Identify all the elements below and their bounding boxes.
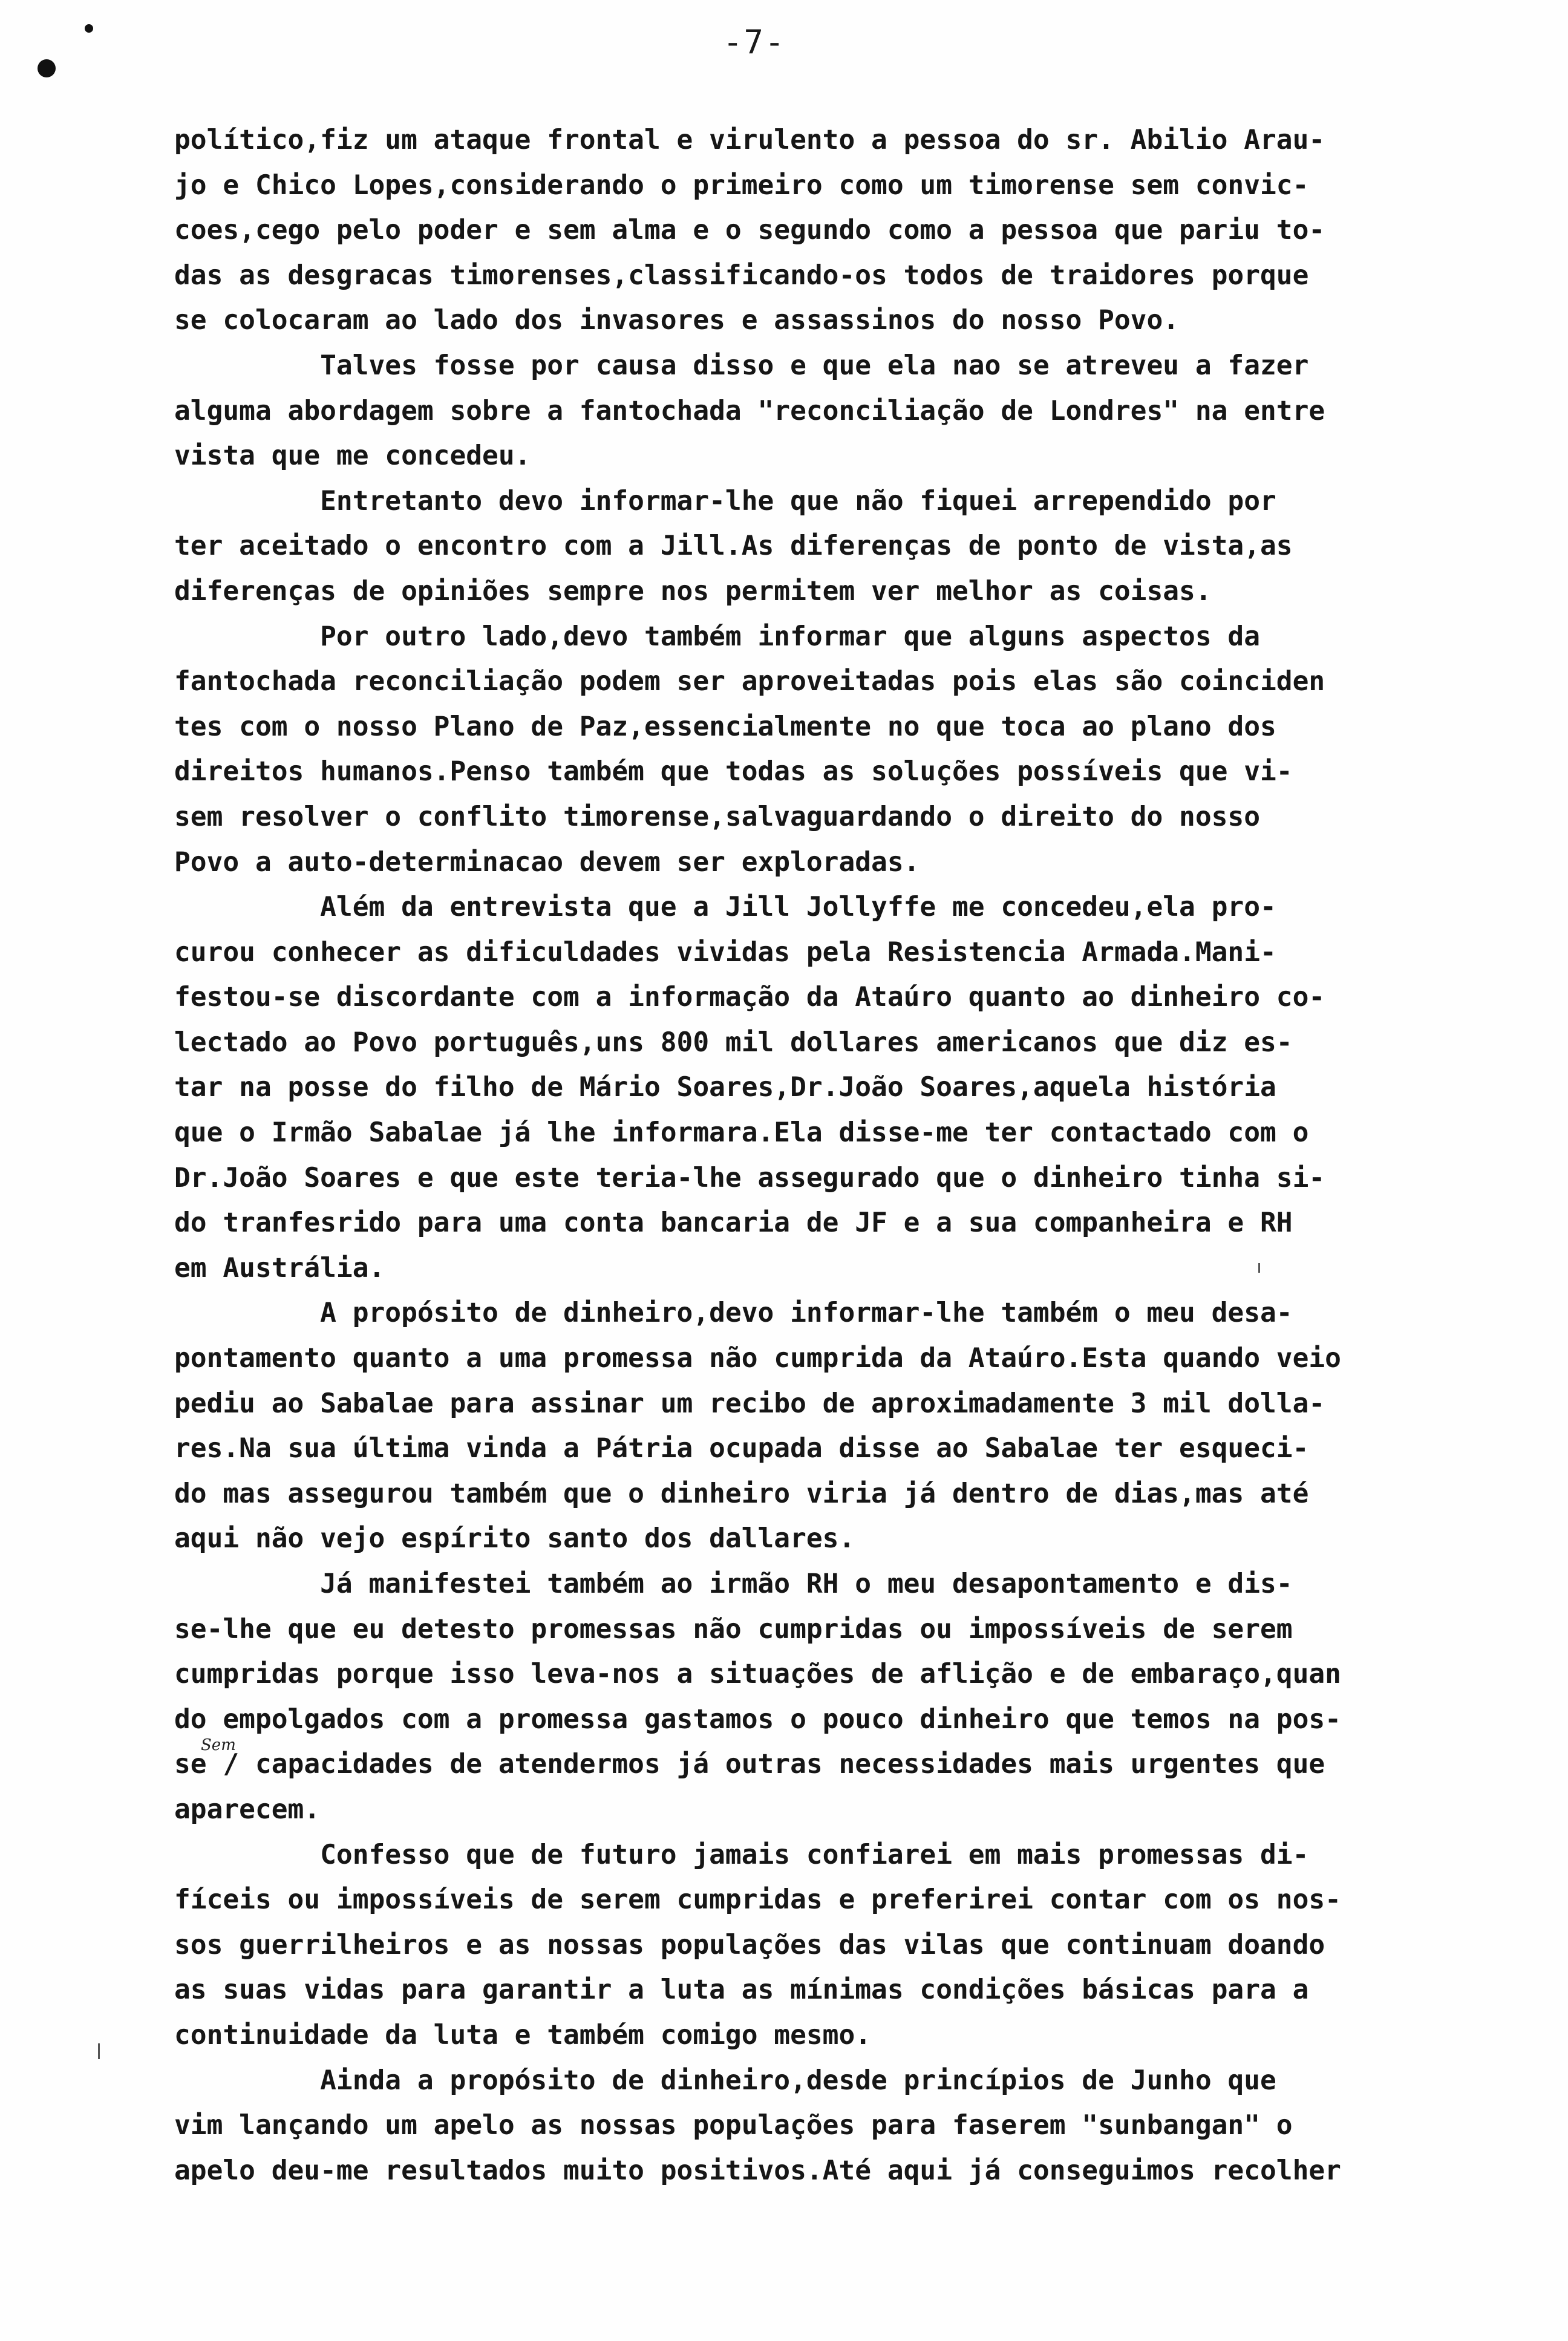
handwritten-note: Sem <box>201 1736 236 1754</box>
typed-letter-body <box>174 118 1481 2193</box>
text-line: curou conhecer as dificuldades vividas pela Resistencia Armada.Mani- <box>174 936 1276 968</box>
text-line: as suas vidas para garantir a luta as mínimas condições básicas para a <box>174 1974 1309 2006</box>
text-line: direitos humanos.Penso também que todas as soluções possíveis que vi- <box>174 756 1293 788</box>
punch-hole-small <box>85 24 93 33</box>
text-line: jo e Chico Lopes,considerando o primeiro como um timorense sem convic- <box>174 169 1309 201</box>
text-line: sos guerrilheiros e as nossas populações das vilas que continuam doando <box>174 1929 1325 1961</box>
text-line: se-lhe que eu detesto promessas não cumpridas ou impossíveis de serem <box>174 1613 1293 1645</box>
text-line: vista que me concedeu. <box>174 440 531 472</box>
text-line: vim lançando um apelo as nossas populações para faserem "sunbangan" o <box>174 2110 1293 2141</box>
text-line: pontamento quanto a uma promessa não cumprida da Ataúro.Esta quando veio <box>174 1343 1341 1374</box>
text-line: Ainda a propósito de dinheiro,desde princípios de Junho que <box>174 2065 1276 2096</box>
text-line: tar na posse do filho de Mário Soares,Dr.João Soares,aquela história <box>174 1072 1276 1103</box>
text-line: Povo a auto-determinacao devem ser exploradas. <box>174 846 920 878</box>
text-line: em Austrália. <box>174 1252 385 1284</box>
text-line: se colocaram ao lado dos invasores e assassinos do nosso Povo. <box>174 305 1180 336</box>
text-line: ter aceitado o encontro com a Jill.As diferenças de ponto de vista,as <box>174 531 1293 562</box>
text-line: alguma abordagem sobre a fantochada "reconciliação de Londres" na entre <box>174 395 1325 426</box>
text-line: do mas assegurou também que o dinheiro viria já dentro de dias,mas até <box>174 1478 1309 1509</box>
text-line: aqui não vejo espírito santo dos dallares. <box>174 1523 855 1555</box>
text-line: lectado ao Povo português,uns 800 mil dollares americanos que diz es- <box>174 1027 1293 1058</box>
punch-hole-large <box>38 59 56 77</box>
text-line: continuidade da luta e também comigo mesmo. <box>174 2019 872 2051</box>
text-line: aparecem. <box>174 1794 321 1825</box>
text-line: que o Irmão Sabalae já lhe informara.Ela disse-me ter contactado com o <box>174 1117 1309 1149</box>
text-line: Por outro lado,devo também informar que alguns aspectos da <box>174 621 1261 652</box>
text-line: apelo deu-me resultados muito positivos.Até aqui já conseguimos recolher <box>174 2155 1341 2186</box>
text-line: Entretanto devo informar-lhe que não fiquei arrependido por <box>174 485 1276 517</box>
text-line: Já manifestei também ao irmão RH o meu desapontamento e dis- <box>174 1569 1293 1599</box>
text-line: festou-se discordante com a informação da Ataúro quanto ao dinheiro co- <box>174 982 1325 1013</box>
text-line: se / capacidades de atendermos já outras necessidades mais urgentes que <box>174 1749 1325 1780</box>
page-number: -7- <box>723 23 786 61</box>
text-line: A propósito de dinheiro,devo informar-lhe também o meu desa- <box>174 1298 1293 1329</box>
text-line: das as desgracas timorenses,classificando-os todos de traidores porque <box>174 260 1309 291</box>
text-line: sem resolver o conflito timorense,salvaguardando o direito do nosso <box>174 801 1261 832</box>
stray-mark <box>98 2043 100 2059</box>
text-line: Além da entrevista que a Jill Jollyffe me concedeu,ela pro- <box>174 892 1276 923</box>
text-line: cumpridas porque isso leva-nos a situações de aflição e de embaraço,quan <box>174 1659 1341 1690</box>
text-line: coes,cego pelo poder e sem alma e o segundo como a pessoa que pariu to- <box>174 215 1325 246</box>
text-line: do tranfesrido para uma conta bancaria de JF e a sua companheira e RH <box>174 1207 1293 1239</box>
text-line: do empolgados com a promessa gastamos o pouco dinheiro que temos na pos- <box>174 1703 1341 1735</box>
text-line: Confesso que de futuro jamais confiarei em mais promessas di- <box>174 1839 1309 1870</box>
text-line: res.Na sua última vinda a Pátria ocupada disse ao Sabalae ter esqueci- <box>174 1433 1309 1464</box>
text-line: fíceis ou impossíveis de serem cumpridas e preferirei contar com os nos- <box>174 1884 1341 1916</box>
text-line: Dr.João Soares e que este teria-lhe assegurado que o dinheiro tinha si- <box>174 1162 1325 1193</box>
text-line: fantochada reconciliação podem ser aproveitadas pois elas são coinciden <box>174 666 1325 697</box>
text-line: diferenças de opiniões sempre nos permitem ver melhor as coisas. <box>174 575 1212 607</box>
text-line: Talves fosse por causa disso e que ela nao se atreveu a fazer <box>174 350 1309 381</box>
text-line: tes com o nosso Plano de Paz,essencialmente no que toca ao plano dos <box>174 711 1276 742</box>
text-line: político,fiz um ataque frontal e virulento a pessoa do sr. Abilio Arau- <box>174 125 1325 155</box>
text-line: pediu ao Sabalae para assinar um recibo de aproximadamente 3 mil dolla- <box>174 1388 1325 1419</box>
